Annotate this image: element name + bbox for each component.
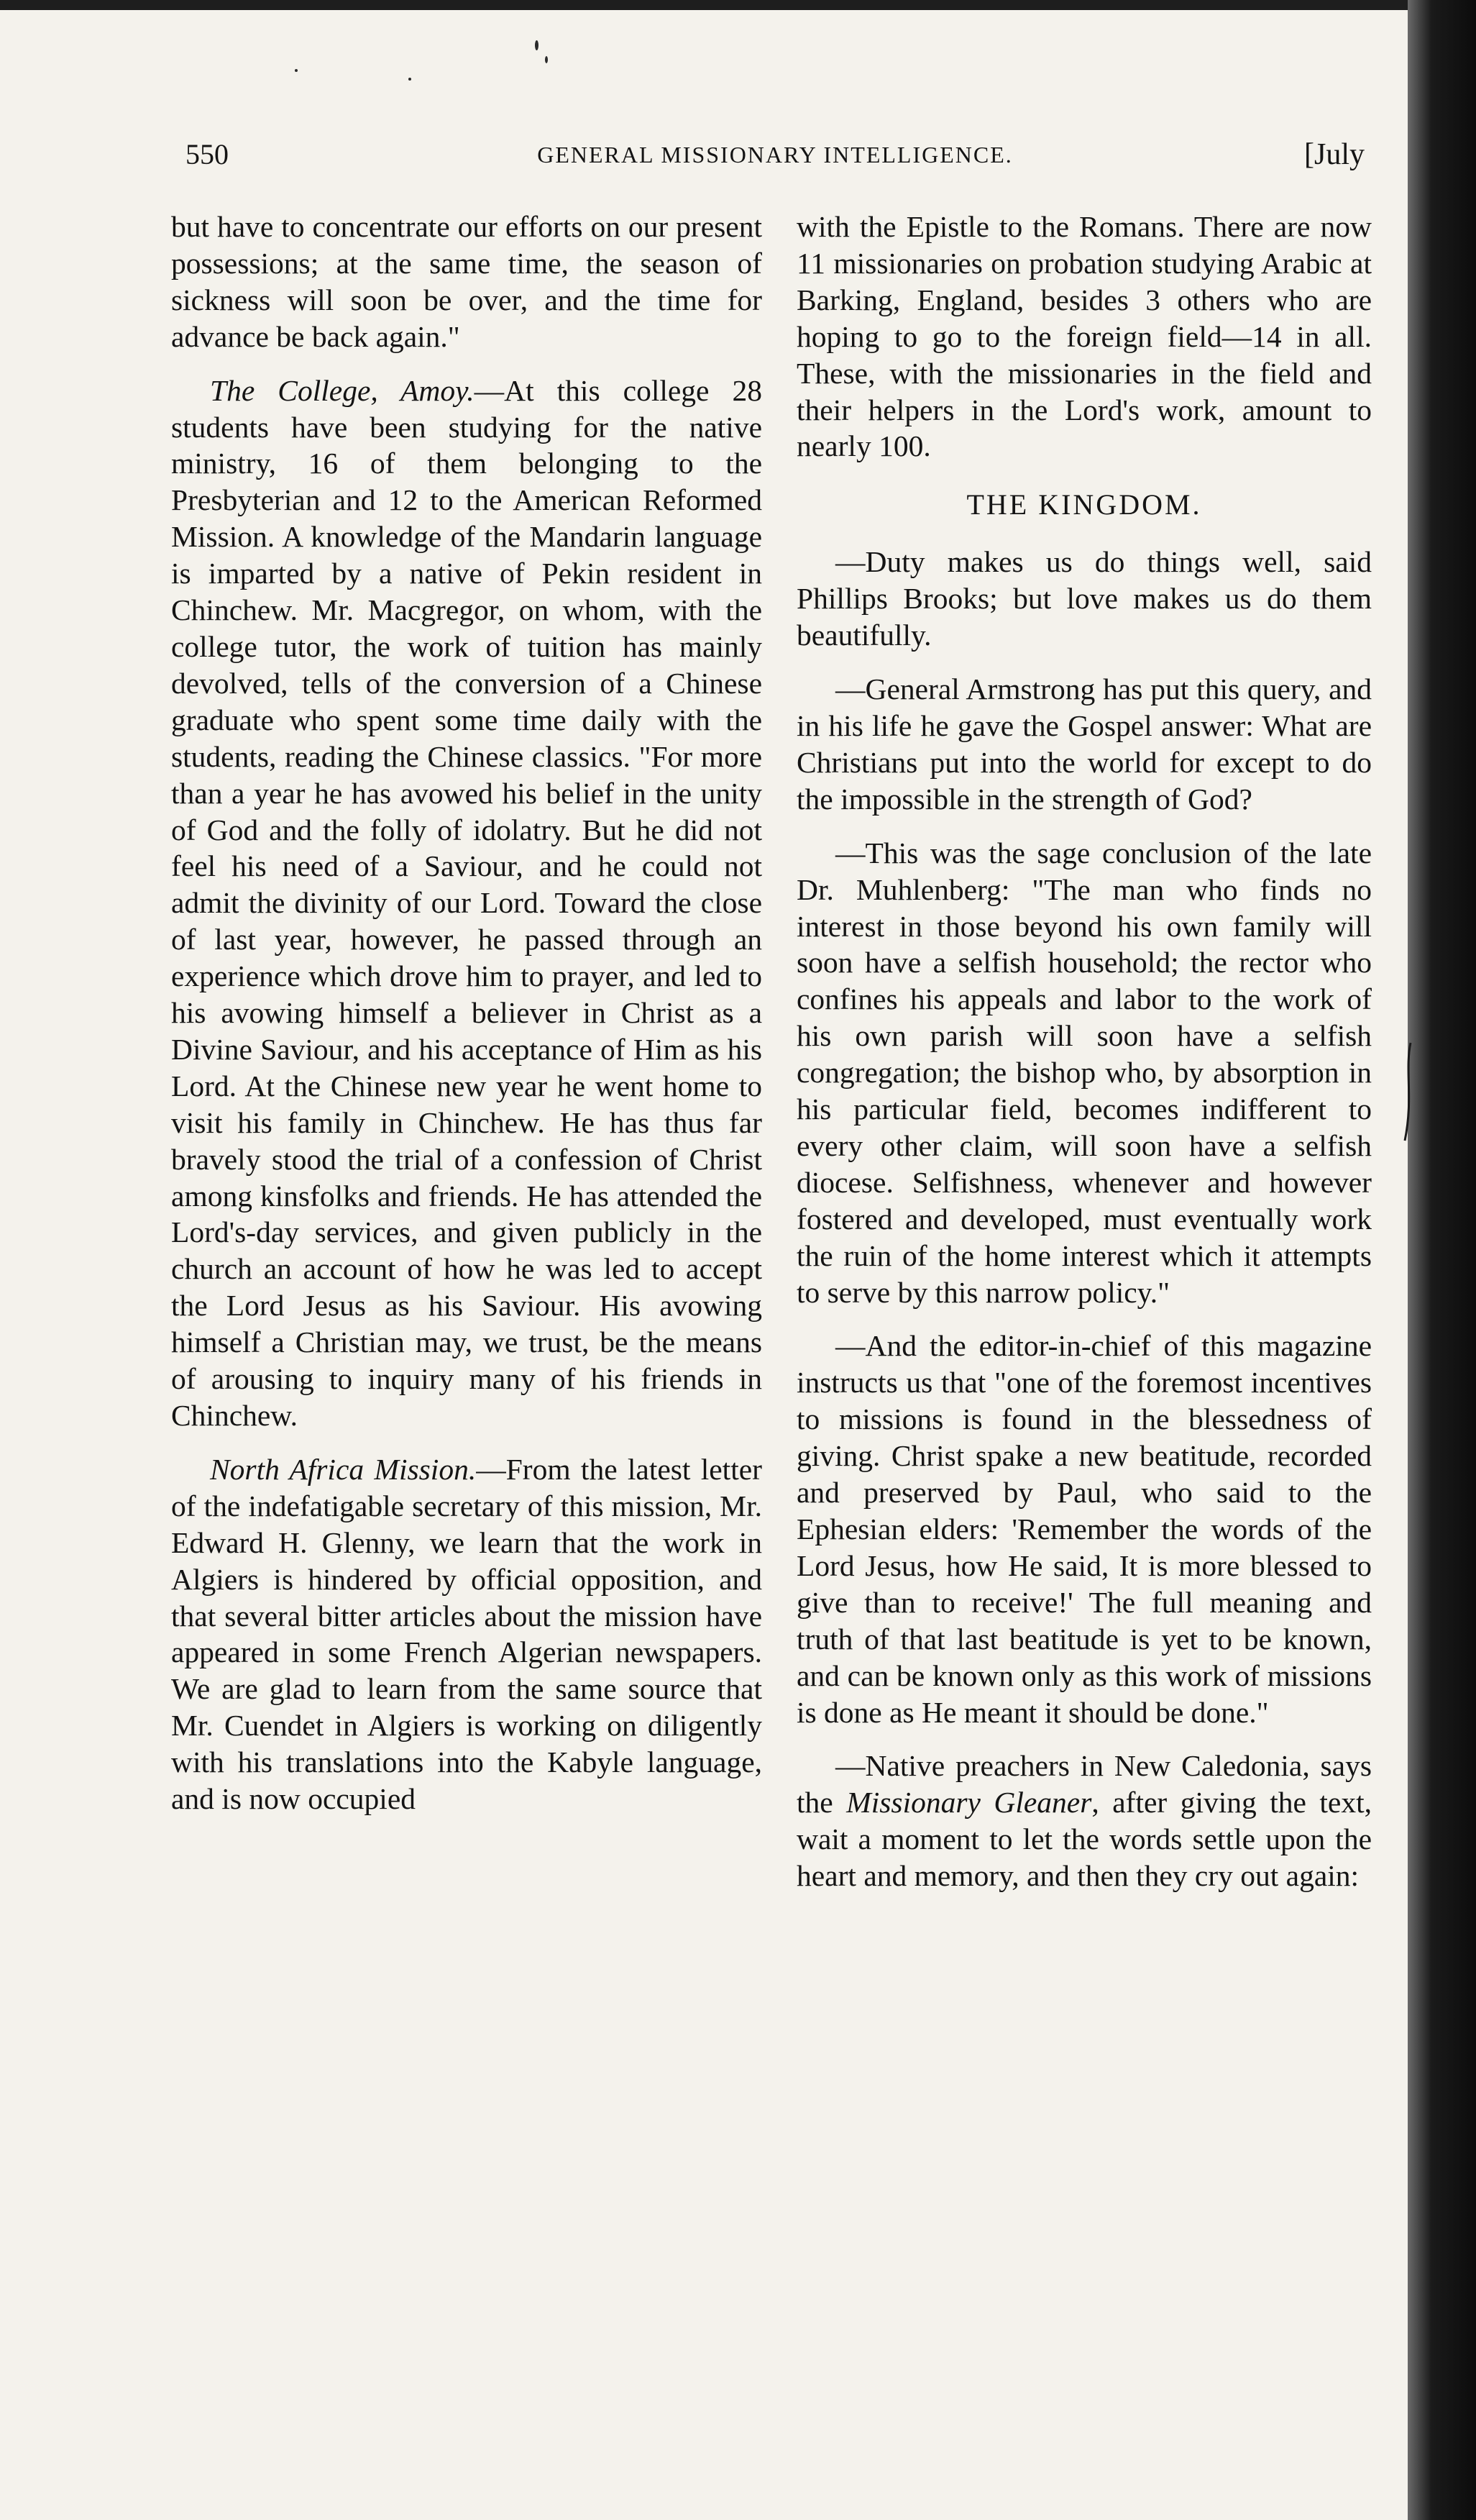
left-column: [171, 209, 762, 1835]
ink-speck: [535, 40, 538, 50]
page-binding-edge: [1408, 0, 1476, 2520]
paragraph: —Duty makes us do things well, said Phillips Brooks; but love makes us do them beautifully.: [797, 545, 1372, 652]
paragraph: —This was the sage conclusion of the late Dr. Muhlenberg: "The man who finds no interest in those beyond his own family will soon have a selfish household; the rector who confines his appeals and labor to the work of his own parish will soon have a selfish congregation; the bishop who, by absorption in his particular field, becomes indifferent to every other claim, will soon have a selfish diocese. Selfishness, whenever and however fostered and developed, must eventually work the ruin of the home interest which it attempts to serve by this narrow policy.": [797, 836, 1372, 1309]
ink-speck: [545, 56, 548, 63]
ink-speck: [408, 78, 411, 81]
publication-title: Missionary Gleaner: [846, 1786, 1092, 1820]
running-title: GENERAL MISSIONARY INTELLIGENCE.: [537, 142, 1013, 168]
paragraph-body: —At this college 28 students have been studying for the native ministry, 16 of them belonging to the Presbyterian and 12 to the American Reformed Mission. A knowledge of the Mandarin language is imparted by a native of Pekin resident in Chinchew. Mr. Macgregor, on whom, with the college tutor, the work of tuition has mainly devolved, tells of the conversion of a Chinese graduate who spent some time daily with the students, reading the Chinese classics. "For more than a year he has avowed his belief in the unity of God and the folly of idolatry. But he did not feel his need of a Saviour, and he could not admit the divinity of our Lord. Toward the close of last year, however, he passed through an experience which drove him to prayer, and led to his avowing himself a believer in Christ as a Divine Saviour, and his acceptance of Him as his Lord. At the Chinese new year he went home to visit his family in Chinchew. He has thus far bravely stood the trial of a confession of Christ among kinsfolks and friends. He has attended the Lord's-day services, and given publicly in the church an account of how he was led to accept the Lord Jesus as his Saviour. His avowing himself a Christian may, we trust, be the means of arousing to inquiry many of his friends in Chinchew.: [171, 373, 763, 1432]
paragraph-body: —From the latest letter of the indefatigable secretary of this mission, Mr. Edward H. Glenny, we learn that the work in Algiers is hindered by official opposition, and that several bitter articles about the mission have appeared in some French Algerian newspapers. We are glad to learn from the same source that Mr. Cuendet in Algiers is working on diligently with his translations into the Kabyle language, and is now occupied: [171, 1452, 762, 1816]
ink-speck: [295, 69, 298, 72]
paragraph-college-amoy: [171, 373, 762, 1434]
binding-thread-mark: [1401, 1041, 1415, 1142]
paragraph-body: —Native preachers in New Caledonia, says the: [797, 1749, 1372, 1820]
issue-month: [July: [1304, 138, 1365, 171]
paragraph-lead: North Africa Mission.: [210, 1452, 477, 1486]
right-column: [797, 209, 1372, 1912]
paragraph: —And the editor-in-chief of this magazine instructs us that "one of the foremost incentives to missions is found in the blessedness of giving. Christ spake a new beatitude, recorded and preserved by Paul, who said to the Ephesian elders: 'Remember the words of the Lord Jesus, how He said, It is more blessed to give than to receive!' The full meaning and truth of that last beatitude is yet to be known, and can be known only as this work of missions is done as He meant it should be done.": [797, 1329, 1372, 1729]
paragraph: [797, 1748, 1372, 1894]
page-number: 550: [185, 138, 229, 170]
paragraph: but have to concentrate our efforts on our present possessions; at the same time, the season of sickness will soon be over, and the time for advance be back again.": [171, 210, 762, 353]
page-top-edge: [0, 0, 1408, 10]
section-heading: THE KINGDOM.: [966, 488, 1202, 521]
page-header: [185, 133, 1365, 176]
paragraph: with the Epistle to the Romans. There are now 11 missionaries on probation studying Arabic at Barking, England, besides 3 others who are hoping to go to the foreign field—14 in all. These, with the missionaries in the field and their helpers in the Lord's work, amount to nearly 100.: [797, 210, 1372, 463]
paragraph-body: , after giving the text, wait a moment to let the words settle upon the heart and memory, and then they cry out again:: [797, 1786, 1372, 1893]
paragraph: —General Armstrong has put this query, and in his life he gave the Gospel answer: What are Christians put into the world for except to do the impossible in the strength of God?: [797, 672, 1372, 816]
paragraph-lead: The College, Amoy.: [210, 373, 475, 407]
paragraph-north-africa-mission: [171, 1451, 762, 1817]
